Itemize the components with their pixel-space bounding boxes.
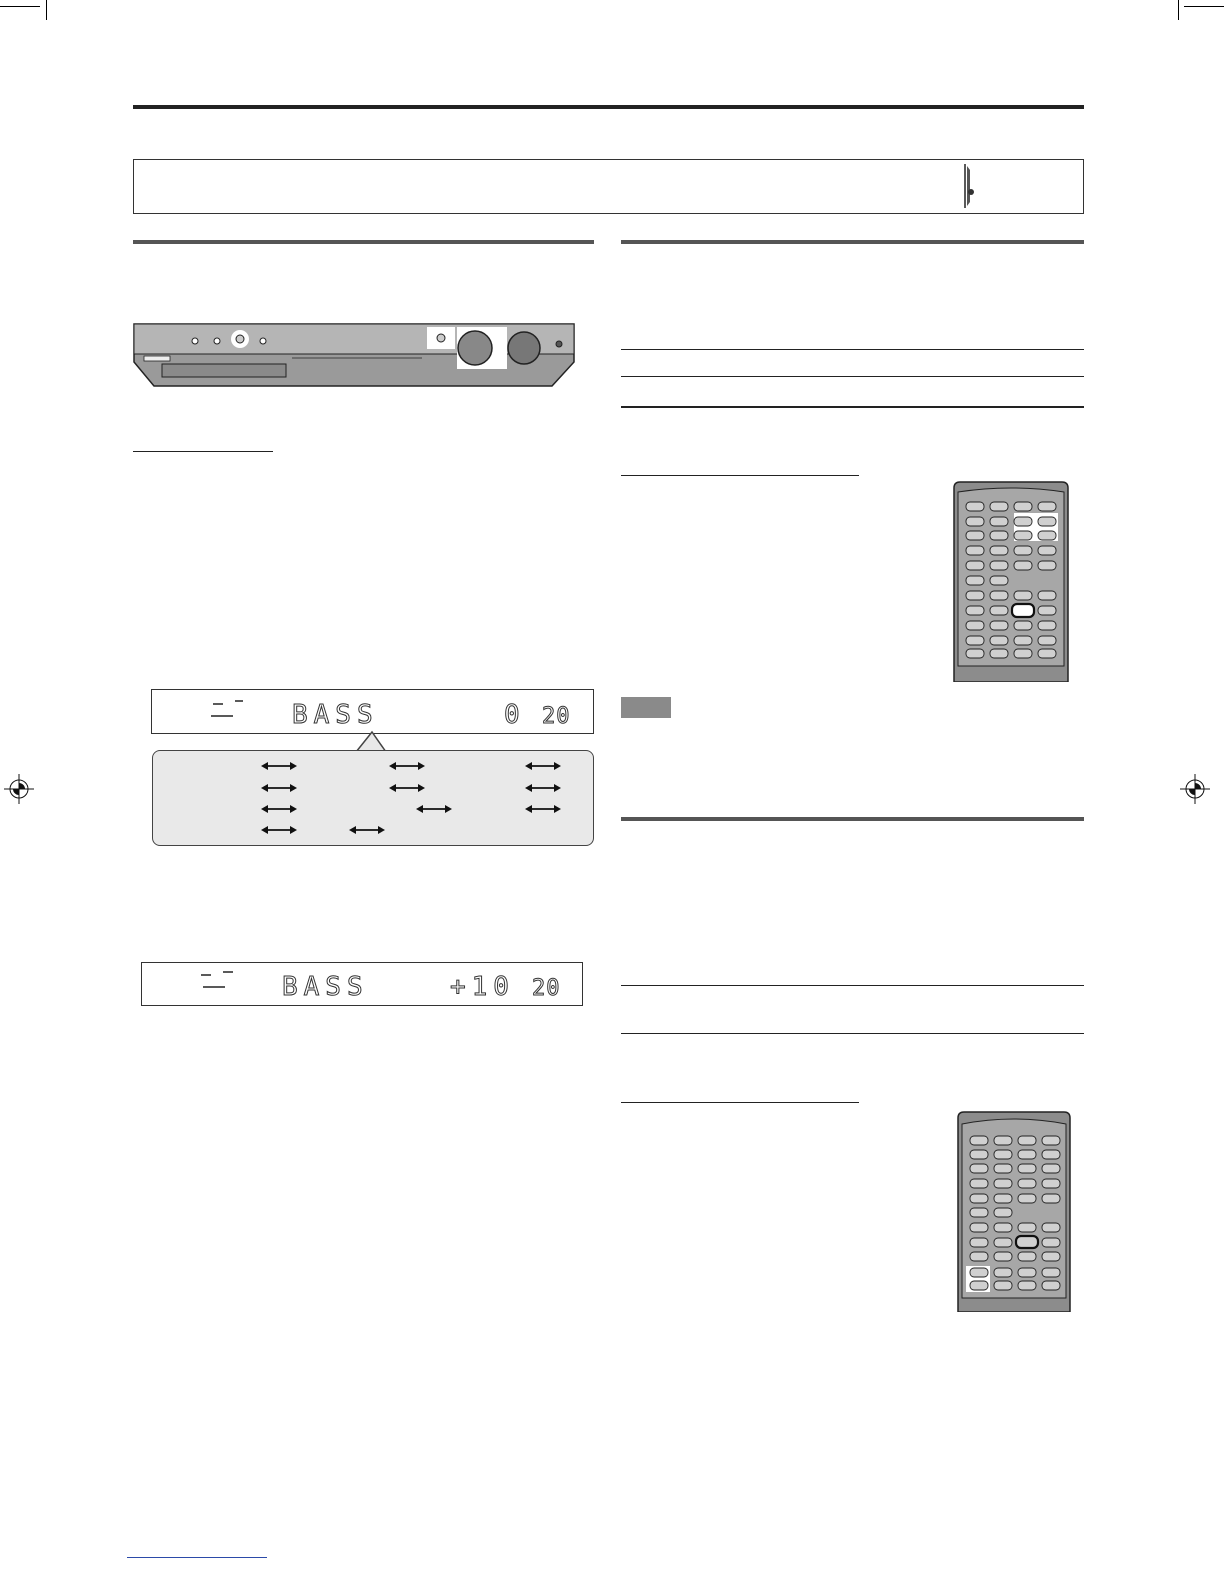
right-section-rule [621,240,1084,244]
double-arrow-icon [389,761,425,771]
double-arrow-icon [349,825,385,835]
remote-side-icon [962,162,976,210]
double-arrow-icon [261,804,297,814]
lcd-word: BASS [282,972,369,1002]
header-box [133,159,1084,214]
crop-mark [0,6,40,7]
registration-mark-icon [1180,774,1210,804]
footer-link-underline [127,1557,267,1558]
lcd-display-bass-plus10 [141,962,583,1006]
crop-mark [1184,6,1224,7]
lcd-number: 20 [542,704,571,729]
right-table-rule [621,985,1084,986]
right-subheading-underline [621,475,859,476]
right-table-rule [621,376,1084,377]
right-table-rule [621,1033,1084,1034]
page-top-rule [133,105,1084,109]
remote-control-icon [952,480,1070,682]
lcd-value: 0 [504,700,526,730]
left-section-rule [133,240,594,244]
remote-control-icon [956,1110,1072,1312]
lcd-word: BASS [292,700,379,730]
crop-mark [1178,0,1179,20]
double-arrow-icon [525,804,561,814]
speaker-indicator-icon [207,698,251,720]
double-arrow-icon [261,783,297,793]
lcd-display-bass-0 [151,689,594,734]
double-arrow-icon [525,761,561,771]
right-subheading-underline [621,1102,859,1103]
right-table-rule [621,349,1084,350]
registration-mark-icon [4,774,34,804]
note-tag [621,697,671,718]
lcd-value: +10 [450,972,515,1002]
double-arrow-icon [416,804,452,814]
speaker-indicator-icon [197,969,241,991]
left-subheading-underline [133,451,273,452]
crop-mark [46,0,47,20]
right-table-rule [621,406,1084,408]
receiver-front-panel-icon [132,322,576,390]
right-section-rule-2 [621,817,1084,821]
adjustment-sequence-balloon [152,750,594,846]
double-arrow-icon [389,783,425,793]
lcd-number: 20 [532,976,561,1001]
double-arrow-icon [261,825,297,835]
double-arrow-icon [525,783,561,793]
double-arrow-icon [261,761,297,771]
